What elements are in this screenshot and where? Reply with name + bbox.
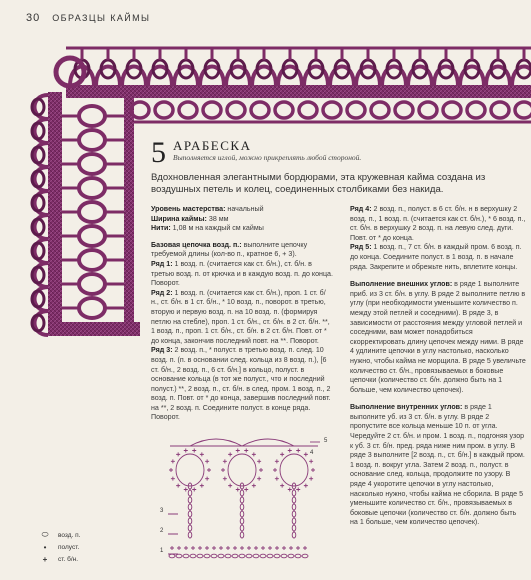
chain-oval <box>274 554 280 558</box>
sc-plus <box>240 546 244 550</box>
row-5-label: Ряд 5: <box>350 243 372 252</box>
sc-plus <box>280 452 284 456</box>
dot-icon: • <box>43 542 47 552</box>
skill-level-label: Уровень мастерства: <box>151 205 226 213</box>
row-1-label: Ряд 1: <box>151 259 173 268</box>
chain-oval <box>188 518 192 524</box>
sc-plus <box>280 484 284 488</box>
sc-plus <box>252 452 256 456</box>
chain-oval <box>292 497 296 503</box>
diagram-ring <box>176 454 204 486</box>
chain-arch <box>242 439 294 446</box>
sc-plus <box>205 477 209 481</box>
symbol-legend <box>40 529 81 565</box>
sc-plus <box>169 468 173 472</box>
chain-oval <box>188 504 192 510</box>
lace-ring <box>467 102 485 118</box>
chain-oval-icon: ⬭ <box>41 530 49 539</box>
diagram-ring <box>280 454 308 486</box>
lace-ring <box>79 298 105 318</box>
sc-plus <box>212 546 216 550</box>
sc-plus <box>205 546 209 550</box>
row-mark-3: 3 <box>160 508 164 514</box>
legend-label: полуст. <box>58 543 80 551</box>
chain-oval <box>295 554 301 558</box>
sc-plus <box>296 449 300 453</box>
sc-plus <box>223 477 227 481</box>
legend-item <box>40 529 81 541</box>
diagram-ring <box>228 454 256 486</box>
inner-corners-text: в ряде 1 выполните уб. из 3 ст. б/н. в углу. В ряде 2 пропустите все кольца меньше 10 п. от угла. Чередуйте 2 ст. б/н. и пром. 1 возд. п., подгоняя узор к уб. 3 ст. б/н. пред. ряда ниже ним пром. в углу. В ряде 3 выполните [2 возд. п., ст. б/н.] в каждый пром. 1 возд. п. вокруг угла. Затем 2 возд. п., полуст. в основание след. кольца, продолжите по узору. В ряде 4 укоротите цепочки в углу настолько, насколько нужно, чтобы кайма не сборила. В ряде 5 уменьшите количество ст. б/н., провязываемых в боковые цепочки (количество ст. б/н. должно быть на 1 больше, чем количество цепочек). <box>350 403 525 527</box>
sc-plus <box>244 449 248 453</box>
sc-plus <box>304 484 308 488</box>
lace-ring <box>79 250 105 270</box>
sc-plus <box>200 452 204 456</box>
sc-plus <box>309 459 313 463</box>
sc-plus <box>226 546 230 550</box>
sc-plus <box>221 468 225 472</box>
sc-plus <box>176 484 180 488</box>
chain-oval <box>292 504 296 510</box>
chain-oval <box>188 511 192 517</box>
chain-oval <box>292 518 296 524</box>
chain-oval <box>240 518 244 524</box>
lace-ring <box>79 154 105 174</box>
row-4-label: Ряд 4: <box>350 205 372 213</box>
sc-plus <box>257 459 261 463</box>
stitch-diagram <box>160 428 330 573</box>
chain-oval <box>188 532 192 538</box>
sc-plus <box>254 546 258 550</box>
sc-plus <box>184 449 188 453</box>
chain-oval <box>302 554 308 558</box>
chain-oval <box>218 554 224 558</box>
lace-ring <box>491 102 509 118</box>
lace-ring <box>419 102 437 118</box>
legend-item <box>40 541 81 553</box>
chain-oval <box>169 554 175 558</box>
sc-plus <box>236 449 240 453</box>
chain-oval <box>240 490 244 496</box>
instructions-column-2 <box>350 205 526 532</box>
sc-plus <box>275 459 279 463</box>
chain-oval <box>188 497 192 503</box>
chain-oval <box>176 554 182 558</box>
sc-plus <box>223 459 227 463</box>
sc-plus <box>177 546 181 550</box>
row-2-text: 1 возд. п. (считается как ст. б/н.), проп. 1 ст. б/н., ст. б/н. в 1 ст. б/н., * 10 возд. п., поворот. в третью, вторую и первую возд. п. на 10 возд. п. (формируя петлю на стебле), проп. 1 ст. б/н., ст. б/н. в 2 ст. б/н. **, 1 возд. п., проп. 1 ст. б/н., ст. б/н. в 2 ст. б/н. Повт. от * до конца, закончив последний повт. на **. Поворот. <box>151 288 330 345</box>
width-value: 38 мм <box>208 214 229 223</box>
page-number: 30 <box>26 12 41 24</box>
legend-label: возд. п. <box>58 531 81 539</box>
chain-oval <box>292 490 296 496</box>
row-2-label: Ряд 2: <box>151 288 173 297</box>
sc-plus <box>296 487 300 491</box>
sc-plus <box>252 484 256 488</box>
lace-ring <box>395 102 413 118</box>
lace-ring <box>79 226 105 246</box>
chain-oval <box>240 525 244 531</box>
chain-oval <box>190 554 196 558</box>
sc-plus <box>176 452 180 456</box>
lace-ring <box>227 102 245 118</box>
pattern-intro: Вдохновленная элегантными бордюрами, эта кружевная кайма создана из воздушных петель и колец, соединенных столбиками без накида. <box>151 172 486 195</box>
lace-ring <box>79 130 105 150</box>
sc-plus <box>219 546 223 550</box>
lace-ring <box>299 102 317 118</box>
base-chain-label: Базовая цепочка возд. п.: <box>151 240 242 249</box>
lace-ring <box>371 102 389 118</box>
width-label: Ширина каймы: <box>151 214 207 223</box>
pattern-subtitle: Выполняется иглой, можно прикреплять любой стороной. <box>173 153 362 162</box>
chain-oval <box>281 554 287 558</box>
lace-ring <box>79 106 105 126</box>
sc-plus <box>228 452 232 456</box>
chain-oval <box>240 497 244 503</box>
chain-oval <box>267 554 273 558</box>
lace-band-left <box>48 92 62 330</box>
chain-oval <box>183 554 189 558</box>
row-3-label: Ряд 3: <box>151 346 173 355</box>
chain-arch <box>190 439 242 446</box>
sc-plus <box>191 546 195 550</box>
chain-oval <box>240 504 244 510</box>
sc-plus <box>268 546 272 550</box>
sc-plus <box>205 459 209 463</box>
yarn-label: Нити: <box>151 224 171 233</box>
lace-band-top <box>66 85 531 98</box>
lace-band-bottom <box>48 322 140 336</box>
chain-oval <box>225 554 231 558</box>
legend-item <box>40 553 81 565</box>
plus-icon: + <box>42 554 48 564</box>
chain-oval <box>292 525 296 531</box>
sc-plus <box>170 546 174 550</box>
chain-oval <box>239 554 245 558</box>
chain-oval <box>188 525 192 531</box>
lace-ring <box>275 102 293 118</box>
chain-oval <box>232 554 238 558</box>
sc-plus <box>184 487 188 491</box>
lace-ring <box>515 102 531 118</box>
legend-label: ст. б/н. <box>58 555 79 563</box>
sc-plus <box>304 452 308 456</box>
row-mark-5: 5 <box>324 438 328 444</box>
sc-plus <box>171 477 175 481</box>
sc-plus <box>247 546 251 550</box>
sc-plus <box>192 449 196 453</box>
sc-plus <box>311 468 315 472</box>
row-5-text: 1 возд. п., 7 ст. б/н. в каждый пром. 6 возд. п. до конца. Соедините полуст. в 1 возд. п. в начале ряда. Закрепите и обрежьте нить, вплетите концы. <box>350 243 522 271</box>
lace-ring <box>443 102 461 118</box>
row-3-text: 2 возд. п., * полуст. в третью возд. п. след. 10 возд. п. (п. в основании след. кольца из 8 возд. п.), [6 ст. б/н., 2 возд. п., 6 ст. б/н.] в кольцо, полуст. в основание кольца (в тот же полуст., что и последний полуст.) **, 2 возд. п., ст. б/н. в след. пром. 1 возд. п., 2 возд. п. Повт. от * до конца, завершив последний повт. на **, 2 возд. п. Соедините полуст. в конце ряда. Поворот. <box>151 346 331 422</box>
lace-ring <box>347 102 365 118</box>
chain-oval <box>240 511 244 517</box>
base-chain-text: выполните цепочку требуемой длины (кол-во п., кратное 6, + 3). <box>151 240 308 259</box>
row-mark-4: 4 <box>310 450 314 456</box>
lace-ring <box>155 102 173 118</box>
sc-plus <box>200 484 204 488</box>
section-title: ОБРАЗЦЫ КАЙМЫ <box>52 13 151 23</box>
lace-ring <box>323 102 341 118</box>
sc-plus <box>257 477 261 481</box>
pattern-number: 5 <box>151 136 166 169</box>
sc-plus <box>288 449 292 453</box>
pattern-name: АРАБЕСКА <box>173 138 252 153</box>
lace-ring <box>79 202 105 222</box>
chain-oval <box>188 490 192 496</box>
outer-corners-text: в ряде 1 выполните приб. из 3 ст. б/н. в углу. В ряде 2 выполните петлю в углу (при необходимости уменьшите количество п. между этой петлей и соседними). В ряде 3, в зависимости от расстояния между угловой петлей и соседними, вам может понадобиться скорректировать длину цепочек между ними. В ряде 4 удлините цепочки в углу настолько, насколько нужно, чтобы кайма не морщила. В ряде 5 увеличьте количество ст. б/н., провязываемых в боковые цепочки (количество ст. б/н. должно быть на 1 больше, чем количество цепочек). <box>350 280 526 394</box>
row-4-text: 2 возд. п., полуст. в 6 ст. б/н. н в верхушку 2 возд. п., 1 возд. п. (считается как ст. б/н.), * 6 возд. п., ст. б/н. в верхушку 2 возд. п. на левую след. дуги. Повт. от * до конца. <box>350 205 526 242</box>
chain-oval <box>240 532 244 538</box>
chain-oval <box>197 554 203 558</box>
chain-oval <box>211 554 217 558</box>
chain-oval <box>292 532 296 538</box>
chain-oval <box>288 554 294 558</box>
sc-plus <box>198 546 202 550</box>
skill-level-value: начальный <box>227 205 264 213</box>
row-1-text: 1 возд. п. (считается как ст. б/н.), ст. б/н. в третью возд. п. от крючка и в каждую возд. п. до конца. Поворот. <box>151 259 333 288</box>
inner-corners-label: Выполнение внутренних углов: <box>350 403 463 412</box>
chain-oval <box>260 554 266 558</box>
sc-plus <box>192 487 196 491</box>
sc-plus <box>303 546 307 550</box>
outer-corners-label: Выполнение внешних углов: <box>350 280 453 289</box>
row-mark-1: 1 <box>160 548 164 554</box>
sc-plus <box>309 477 313 481</box>
lace-edge-inner <box>124 98 134 330</box>
sc-plus <box>259 468 263 472</box>
sc-plus <box>273 468 277 472</box>
sc-plus <box>296 546 300 550</box>
sc-plus <box>289 546 293 550</box>
sc-plus <box>282 546 286 550</box>
chain-oval <box>204 554 210 558</box>
sc-plus <box>228 484 232 488</box>
lace-ring <box>251 102 269 118</box>
sc-plus <box>207 468 211 472</box>
sc-plus <box>233 546 237 550</box>
lace-ring <box>179 102 197 118</box>
sc-plus <box>184 546 188 550</box>
sc-plus <box>244 487 248 491</box>
sc-plus <box>275 477 279 481</box>
instructions-column-1 <box>151 205 333 427</box>
row-mark-2: 2 <box>160 528 164 534</box>
sc-plus <box>288 487 292 491</box>
chain-oval <box>292 511 296 517</box>
sc-plus <box>171 459 175 463</box>
sc-plus <box>236 487 240 491</box>
chain-oval <box>246 554 252 558</box>
lace-ring <box>79 178 105 198</box>
sc-plus <box>275 546 279 550</box>
lace-ring <box>203 102 221 118</box>
lace-ring <box>79 274 105 294</box>
chain-oval <box>253 554 259 558</box>
sc-plus <box>261 546 265 550</box>
yarn-value: 1,08 м на каждый см каймы <box>172 224 264 233</box>
